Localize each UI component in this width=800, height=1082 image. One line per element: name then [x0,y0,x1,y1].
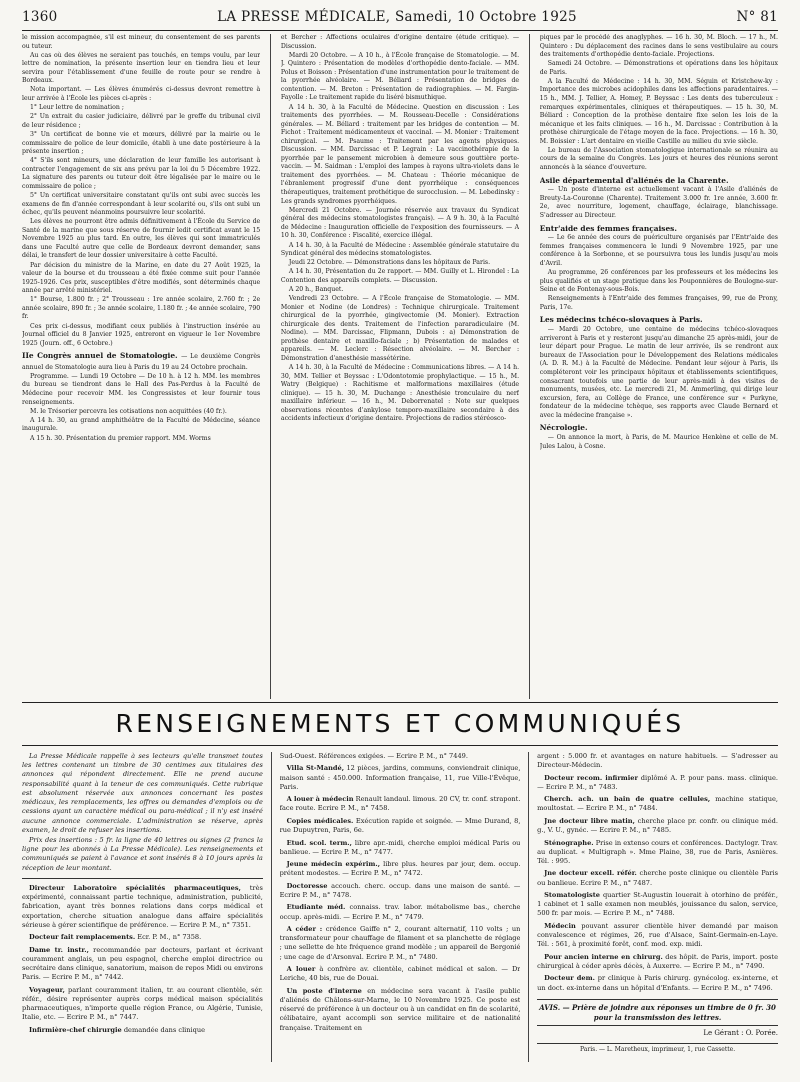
notice-paragraph: Prix des insertions : 5 fr. la ligne de 40 lettres ou signes (2 francs la ligne pour les abonnés à La Presse Médicale). Les renseignements et communiqués se paient à l'avance et sont insérés 8 à 10 jours après la réception de leur montant. [22,835,263,872]
column-divider [528,752,529,1062]
heading-text: IIe Congrès annuel de Stomatologie. [22,351,178,361]
manager-signature: Le Gérant : O. Porée. [703,1029,778,1038]
issue-number: N° 81 [736,9,778,25]
paragraph: A 15 h. 30. Présentation du premier rapport. MM. Worms [30,434,211,442]
ad-lead: Pour ancien interne en chirurg. [544,952,663,961]
ad-text: à confrère av. clientèle, cabinet médical et salon. — Dr Leriche, 40 bis, rue de Douai. [279,965,521,983]
classifieds-column-2 [280,752,521,1062]
ad-lead: Copies médicales. [286,816,354,825]
column-1 [22,34,260,699]
section-heading: Entr'aide des femmes françaises. [539,223,677,233]
paragraph: 5° Un certificat universitaire constatant qu'ils ont subi avec succès les examens de fin d'année correspondant à leur scolarité ou, s'ils ont subi un échec, qu'ils peuvent néanmoins poursuivre leur scolarité. [22,192,261,217]
ad-lead: Sténographe. [544,838,594,847]
paragraph: Mercredi 21 Octobre. — Journée réservée aux travaux du Syndicat général des médecins stomatologistes français). — A 9 h. 30, à la Faculté de Médecine : Inauguration officielle de l'exposition des fournisseurs. — A 10 h. 30, Conférence : Fiscalité, exercice illégal. [280,206,520,240]
ad-text: libre plus. heures par jour, dem. occup. prétent modestes. — Ecrire P. M., n° 7472. [279,860,521,878]
paragraph: A la Faculté de Médecine : 14 h. 30, MM. Séguin et Kristchew-ky : Importance des microbes acidophiles dans les affections paradentaires. — 15 h., MM. J. Tellier, A. Homey, P. Beyssac : Les dents des tuberculeux : remarques expérimentales, cliniques et thérapeutiques. — 15 h. 30, M. Béliard : Conception de la prothèse dentaire fixe selon les lois de la mécanique et les faits cliniques. — 16 h., M. Darcissac : Contribution à la prothèse chirurgicale de l'étage moyen de la face. Projections. — 16 h. 30, M. Boissier : L'art dentaire en vieille Castille au milieu du xvie siècle. [539,77,778,145]
ad-text: en médecine sera vacant à l'asile public d'aliénés de Châlons-sur-Marne, le 10 Novembre 1925. Ce poste est réservé de préférence à un docteur ou à un candidat en fin de scolarité, célibataire, ayant accompli son service militaire et de nationalité française. Traitement en [279,986,521,1032]
ad-text: très expérimenté, connaissant partie technique, administration, publicité, fabrication, ayant très bonnes relations dans corps médical et exportation, cherche situation analogue dans affaire spécialités sérieuse à gérer scientifique de préférence. — Ecrire P. M., n° 7351. [22,883,263,929]
paragraph: le mission accompagnée, s'il est mineur, du consentement de ses parents ou tuteur. [22,34,261,50]
section-heading: Nécrologie. [539,423,588,433]
ad-lead: Jeune médecin expérim., [286,860,380,869]
ad-lead: A louer [286,965,316,974]
classified-ad [280,903,521,921]
paragraph: piques par le procédé des anaglyphes. — 16 h. 30, M. Bloch. — 17 h., M. Quintero : Du déplacement des racines dans le sens vestibulaire au cours des traitements d'orthopédie dento-faciale. Projections. [539,34,778,59]
classified-ad [537,922,778,950]
ad-lead: Docteur dem. [544,974,595,983]
ad-text: Prise in extenso cours et conférences. Dactylogr. Trav. au duplicat. « Multigraph ». Mme Plaine, 38, rue de Paris, Asnières. Tél. : 995. [537,838,778,865]
paragraph: Le bureau de l'Association stomatologique internationale se réunira au cours de la semaine du Congrès. Les jours et heures des réunions seront annoncés à la séance d'ouverture. [539,146,778,171]
ad-lead: Voyageur, [29,985,65,994]
classified-ad [537,869,778,887]
paragraph: A 20 h., Banquet. [288,286,344,294]
paragraph: — Mardi 20 Octobre, une centaine de médecins tchéco-slovaques arriveront à Paris et y resteront jusqu'au dimanche 25 après-midi, jour de leur départ pour Prague. Le matin de leur arrivée, ils se rendront aux bureaux de l'Association pour le Développement des Relations médicales (A. D. R. M.) à la Faculté de Médecine. Pendant leur séjour à Paris, ils compléteront voir les principaux hôpitaux et établissements scientifiques, consacrant toutefois une partie de leur après-midi à des visites de monuments, musées, etc. Le mercredi 21, M. Ammerling, qui dirige leur excursion, fera, au Collège de France, une conférence sur « Purkyne, fondateur de la médecine tchèque, ses rapports avec Claude Bernard et avec la médecine française ». [539,326,778,419]
paragraph: Nota important. — Les élèves énumérés ci-dessus devront remettre à leur arrivée à l'École les pièces ci-après : [22,86,261,103]
paragraph: A 14 h. 30, à la Faculté de Médecine. Question en discussion : Les traitements des pyorrhées. — M. Rousseau-Decelle : Considérations générales. — M. Béliard : traitement par les bridges de contention — M. Fichot : Traitement médicamenteux et vaccinal. — M. Monier : Traitement chirurgical. — M. Psaume : Traitement par les agents physiques. Discussion. — MM. Darcissac et P. Legrain : La vaccinothérapie de la pyorrhée par le pansement microbien à demeure sous gouttière porte-vaccin. — M. Saidman : L'emploi des lampes à rayons ultra-violets dans le traitement des pyorrhées. — M. Chateau : Théorie mécanique de l'ébranlement progressif d'une dent pyorrhéique : conséquences thérapeutiques, traitement prothétique de surocclusion. — M. Lebedinsky : Les grands syndromes pyorrhéiques. [280,103,520,205]
paragraph: 1° Leur lettre de nomination ; [30,104,124,112]
ad-lead: Doctoresse [286,881,328,890]
classified-ad [280,752,521,761]
ad-lead: Cherch. ach. un bain de quatre cellules, [544,795,711,804]
paragraph: Mardi 20 Octobre. — A 10 h., à l'École française de Stomatologie. — M. J. Quintero : Présentation de modèles d'orthopédie dento-faciale. — MM. Polus et Boisson : Présentation d'une instrumentation pour le traitement de la pyorrhée alvéolaire. — M. Béliard : Présentation de bridges de contention. — M. Breton : Présentation de radiographies. — M. Fargin-Fayolle : Le traitement rapide du liséré bismuthique. [280,51,520,102]
ad-text: Renault landaul. limous. 20 CV, tr. conf. strapont. face route. Ecrire P. M., n° 7458. [279,795,521,813]
ad-lead: Stomatologiste [544,890,600,899]
classifieds-column-1 [22,752,263,1062]
paragraph: Samedi 24 Octobre. — Démonstrations et opérations dans les hôpitaux de Paris. [539,60,778,76]
printer-imprint: Paris. — L. Maretheux, imprimeur, 1, rue Cassette. [537,1043,778,1054]
ad-lead: Un poste d'interne [286,986,362,995]
classified-ad [280,925,521,962]
paragraph: M. le Trésorier percevra les cotisations non acquittées (40 fr.). [30,407,227,415]
notice-paragraph: La Presse Médicale rappelle à ses lecteurs qu'elle transmet toutes les lettres contenant un timbre de 30 centimes aux titulaires des annonces qui répondent directement. Elle ne prend aucune responsabilité quant à la teneur de ces communiqués. Cette rubrique est absolument réservée aux annonces concernant les postes médicaux, les remplacements, les offres ou demandes d'emplois ou de cessions ayant un caractère médical ou para-médical ; il n'y est inséré aucune annonce commerciale. L'administration se réserve, après examen, le droit de refuser les insertions. [22,752,263,834]
classified-ad [537,774,778,792]
classified-ad [280,965,521,983]
ad-text: argent : 5.000 fr. et avantages en nature habituels. — S'adresser au Directeur-Médecin. [537,752,778,770]
ad-text: 12 pièces, jardins, communs, conviendrait clinique, maison santé : 450.000. Information française, 11, rue Ville-l'Évêque, Paris. [279,764,521,791]
editorial-notice [22,752,263,879]
classified-ad [280,860,521,878]
classified-ad [280,882,521,900]
ad-lead: Infirmière-chef chirurgie [29,1025,122,1034]
ad-text: Ecr. P. M., n° 7358. [135,933,202,942]
classified-ad [22,946,263,983]
ad-text: recommandée par docteurs, parlant et écrivant couramment anglais, un peu espagnol, cherche emploi directrice ou secrétaire dans clinique, sanatorium, maison de repos Midi ou environs Paris. — Ecrire P. M., n° 7442. [22,945,263,982]
paragraph: Les élèves ne pourront être admis définitivement à l'École du Service de Santé de la marine que sous réserve de fournir ledit certificat avant le 15 Novembre 1925 au plus tard. En outre, les élèves qui sont immatriculés dans une Faculté autre que celle de Bordeaux devront demander, sans délai, le transfert de leur dossier universitaire à cette Faculté. [22,218,261,260]
classified-ad [22,933,263,942]
paragraph: Au cas où des élèves ne seraient pas touchés, en temps voulu, par leur lettre de nomination, la présente insertion leur en tiendra lieu et leur servira pour l'établissement d'une feuille de route pour se rendre à Bordeaux. [22,51,261,85]
paragraph: A 14 h. 30, Présentation du 2e rapport. — MM. Guilly et L. Hirondel : La Contention des appareils complets. — Discussion. [280,268,520,284]
classified-ad [22,986,263,1023]
paragraph: Renseignements à l'Entr'aide des femmes françaises, 99, rue de Prony, Paris, 17e. [539,295,778,311]
section-heading [22,351,260,372]
section-banner [22,702,778,746]
ad-text: demandée dans clinique [121,1025,206,1034]
ad-lead: Etudiante méd. [286,903,346,912]
ad-lead: Docteur fait remplacements. [29,933,136,942]
paragraph: A 14 h. 30, à la Faculté de Médecine : Communications libres. — A 14 h. 30, MM. Tellier et Beyssac : L'Odontotomie prophylactique. — 15 h., M. Watry (Belgique) : Rachitisme et malformations maxillaires (étude clinique). — 15 h. 30, M. Duchange : Anesthésie tronculaire du nerf maxillaire inférieur. — 16 h., M. Deborrenatel : Note sur quelques observations récentes d'ankylose temporo-maxillaire secondaire à des accidents infectieux d'origine dentaire. Projections de radios stéréosco- [280,364,520,423]
ad-text: crédence Gaiffe n° 2, courant alternatif, 110 volts ; un transformateur pour chauffage de filament et sa planchette de réglage ; une sellette de hte fréquence grand modèle ; un appareil de Bergonié ; une cage de d'Arsonval. Ecrire P. M., n° 7480. [279,925,521,961]
classifieds-columns [22,752,778,1062]
section-heading: Les médecins tchéco-slovaques à Paris. [539,315,703,325]
paragraph: Programme. — Lundi 19 Octobre — De 10 h. à 12 h. MM. les membres du bureau se tiendront dans le Hall des Pas-Perdus à la Faculté de Médecine pour recevoir MM. les Congressistes et leur fournir tous renseignements. [22,372,261,406]
classified-ad [537,817,778,835]
classified-ad [280,839,521,857]
classifieds-column-3 [537,752,778,1062]
paragraph: et Bercher : Affections oculaires d'origine dentaire (étude critique). — Discussion. [280,34,520,50]
ad-text: connaiss. trav. labor. métabolisme bas., cherche occup. après-midi. — Ecrire P. M., n° 7479. [279,903,521,921]
ad-lead: Médecin [544,921,576,930]
ad-lead: Jne docteur excell. référ. [544,869,637,878]
classified-ad [22,1026,263,1035]
journal-title: LA PRESSE MÉDICALE, Samedi, 10 Octobre 1925 [217,9,577,25]
paragraph: — Un poste d'interne est actuellement vacant à l'Asile d'aliénés de Breuty-La-Couronne (Charente). Traitement 3.000 fr. 1re année, 3.600 fr. 2e, avec nourriture, logement, chauffage, éclairage, blanchissage. S'adresser au Directeur. [539,186,778,219]
ad-lead: Villa St-Mandé, [286,764,345,773]
paragraph: A 14 h. 30, à la Faculté de Médecine : Assemblée générale statutaire du Syndicat général des médecins stomatologistes. [280,241,520,258]
ad-text: pouvant assurer clientèle hiver demandé par maison convalescence et régimes, 26, rue d'Alsace, Saint-Germain-en-Laye. Tél. : 561, à proximité forêt, conf. mod. exp. midi. [537,921,778,949]
ad-text: quartier St-Augustin louerait à otorhino de préfér., 1 cabinet et 1 salle examen non meublés, jouissance du salon, service, 500 fr. par mois. — Ecrire P. M., n° 7488. [537,890,778,918]
paragraph: Ces prix ci-dessus, modifiant ceux publiés à l'instruction insérée au Journal officiel du 8 Janvier 1925, entreront en vigueur le 1er Novembre 1925 (Journ. off., 6 Octobre.) [22,322,261,347]
ad-text: cherche place pr. confr. ou clinique méd. g., V. U., gynéc. — Ecrire P. M., n° 7485. [537,816,778,835]
column-2 [281,34,519,699]
paragraph: Par décision du ministre de la Marine, en date du 27 Août 1925, la valeur de la bourse et du trousseau a été fixée comme suit pour l'année 1925-1926. Ces prix, susceptibles d'être modifiés, sont déterminés chaque année par arrêté ministériel. [22,261,261,295]
classified-ad [537,752,778,770]
classified-ad [537,795,778,813]
ad-text: pr clinique à Paris chirurg. gynécolog. ex-interne, et un doct. ex-interne dans un hôpital d'Enfants. — Ecrire P. M., n° 7496. [537,974,778,992]
paragraph: A 14 h. 30, au grand amphithéâtre de la Faculté de Médecine, séance inaugurale. [22,416,261,433]
column-divider [270,34,271,699]
classified-ad [537,953,778,971]
ad-text: libre apr.-midi, cherche emploi médical Paris ou banlieue. — Ecrire P. M., n° 7477. [279,838,521,856]
paragraph: — On annonce la mort, à Paris, de M. Maurice Henkène et celle de M. Jules Lalou, à Cosne. [539,434,778,450]
ad-lead: Etud. scol. term., [286,838,352,847]
column-divider [271,752,272,1062]
ad-lead: Docteur recom. infirmier [544,773,638,782]
ad-lead: A louer à médecin [286,795,354,804]
classified-ad [280,817,521,835]
paragraph: Jeudi 22 Octobre. — Démonstrations dans les hôpitaux de Paris. [288,259,491,267]
ad-lead: Dame tr. instr., [29,945,89,954]
column-divider [529,34,530,699]
ad-lead: Directeur Laboratoire spécialités pharmaceutiques, [29,883,241,892]
classified-ad [537,839,778,867]
classified-ad [280,987,521,1033]
ad-text: diplômé A. P. pour pans. mass. clinique. — Ecrire P. M., n° 7483. [537,773,778,791]
page-header [22,6,778,31]
upper-columns [22,34,778,699]
paragraph: 2° Un extrait du casier judiciaire, délivré par le greffe du tribunal civil de leur résidence ; [22,113,261,129]
classified-ad [537,974,778,992]
classified-ad [22,884,263,930]
ad-text: des hôpit. de Paris, import. poste chirurgical à céder après décès, à Auxerre. — Ecrire P. M., n° 7490. [537,952,778,970]
paragraph: 1° Bourse, 1.800 fr. ; 2° Trousseau : 1re année scolaire, 2.760 fr. ; 2e année scolaire, 890 fr. ; 3e année scolaire, 1.180 fr. ; 4e année scolaire, 790 fr. [22,296,261,321]
section-title: RENSEIGNEMENTS ET COMMUNIQUÉS [115,709,685,738]
paragraph: Au programme, 26 conférences par les professeurs et les médecins les plus qualifiés et un stage pratique dans les Pouponnières de Boulogne-sur-Seine et de Fontenay-sous-Bois. [539,269,778,294]
paragraph: 3° Un certificat de bonne vie et mœurs, délivré par la mairie ou le commissaire de police de leur domicile, établi à une date postérieure à la présente insertion ; [22,130,261,156]
ad-lead: A céder : [286,925,323,933]
ad-text: Exécution rapide et soignée. — Mme Durand, 8, rue Dupuytren, Paris, 6e. [279,816,521,835]
section-heading: Asile départemental d'aliénés de la Charente. [539,175,729,185]
ad-text: machine statique, moultostat. — Ecrire P. M., n° 7484. [537,795,778,813]
paragraph: — Le 6e année des cours de puériculture organisés par l'Entr'aide des femmes françaises commencera le lundi 9 Novembre 1925, par une conférence à la Sorbonne, et se poursuivra tous les lundis jusqu'au mois d'Avril. [539,234,778,267]
classified-ad [280,764,521,792]
ad-text: cherche poste clinique ou clientèle Paris ou banlieue. Ecrire P. M., n° 7487. [537,869,778,887]
ad-text: Sud-Ouest. Références exigées. — Ecrire P. M., n° 7449. [279,752,468,760]
heading-rest: — Le deuxième Congrès annuel de Stomatologie aura lieu à Paris du 19 au 24 Octobre prochain. [22,353,261,371]
classified-ad [537,891,778,919]
ad-lead: Jne docteur libre matin, [544,816,635,825]
paragraph: Vendredi 23 Octobre. — A l'École française de Stomatologie. — MM. Monier et Nodine (de Londres) : Technique chirurgicale. Traitement chirurgical de la pyorrhée, gingivectomie (M. Monier). Extraction chirurgicale des dents. Traitement de l'infection pararadiculaire (M. Nodine). — MM. Darcissac, Flipmann, Dubois : a) Démonstration de prothèse dentaire et maxillo-faciale ; b) Présentation de malades et appareils. — M. Leclerc : Résection alvéolaire. — M. Bercher : Démonstration d'anesthésie massétérine. [280,295,520,362]
ad-text: accouch. cherc. occup. dans une maison de santé. — Ecrire P. M., n° 7478. [279,881,521,899]
avis-notice: AVIS. — Prière de joindre aux réponses un timbre de 0 fr. 30 pour la transmission des lettres. [537,999,778,1027]
ad-text: parlant couramment italien, tr. au courant clientèle, sér. référ., désire représenter auprès corps médical maison spécialités pharmaceutiques, n'importe quelle région France, ou Algérie, Tunisie, Italie, etc. — Ecrire P. M., n° 7447. [22,985,263,1022]
page-number: 1360 [22,9,58,25]
classified-ad [280,795,521,813]
column-3 [540,34,778,699]
paragraph: 4° S'ils sont mineurs, une déclaration de leur famille les autorisant à contracter l'engagement de six ans prévu par la loi du 5 Décembre 1922. La signature des parents ou tuteur doit être légalisée par le maire ou le commissaire de police ; [22,157,261,190]
